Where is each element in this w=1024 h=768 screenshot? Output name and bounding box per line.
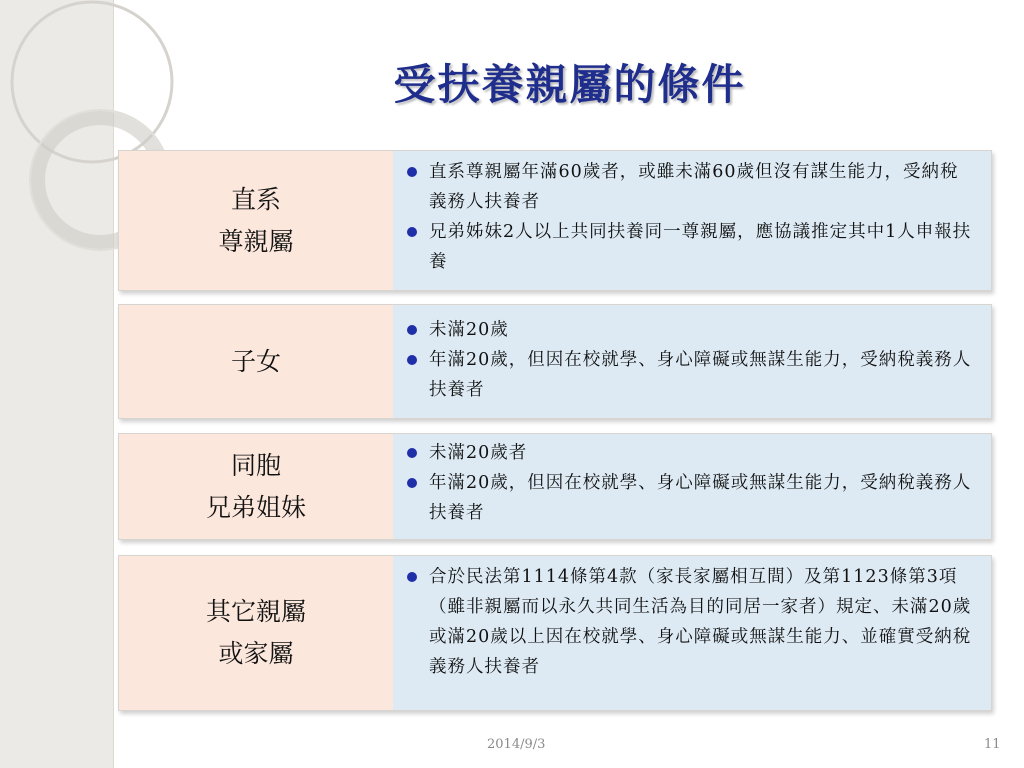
list-item bbox=[405, 345, 977, 405]
category-cell bbox=[119, 305, 393, 418]
bullet-dot-icon bbox=[407, 478, 417, 488]
list-item bbox=[405, 468, 977, 528]
category-line: 直系 bbox=[230, 184, 281, 214]
list-item-text: 兄弟姊妹2人以上共同扶養同一尊親屬，應協議推定其中1人申報扶養 bbox=[429, 222, 972, 272]
bullet-dot-icon bbox=[407, 167, 417, 177]
table-row bbox=[118, 304, 992, 419]
list-item-text: 未滿20歲 bbox=[429, 320, 509, 340]
bullet-dot-icon bbox=[407, 355, 417, 365]
conditions-cell bbox=[393, 556, 991, 710]
list-item bbox=[405, 315, 977, 345]
bullet-dot-icon bbox=[407, 227, 417, 237]
conditions-cell bbox=[393, 305, 991, 418]
bullet-dot-icon bbox=[407, 448, 417, 458]
category-cell bbox=[119, 434, 393, 539]
footer-date: 2014/9/3 bbox=[487, 737, 546, 752]
category-cell bbox=[119, 151, 393, 290]
conditions-cell bbox=[393, 434, 991, 539]
list-item-text: 直系尊親屬年滿60歲者，或雖未滿60歲但沒有謀生能力，受納稅義務人扶養者 bbox=[429, 162, 959, 212]
list-item bbox=[405, 438, 977, 468]
list-item bbox=[405, 562, 977, 682]
list-item-text: 未滿20歲者 bbox=[429, 443, 528, 463]
category-cell bbox=[119, 556, 393, 710]
category-line: 兄弟姐妹 bbox=[205, 492, 306, 522]
table-row bbox=[118, 433, 992, 540]
table-row bbox=[118, 555, 992, 711]
category-line: 尊親屬 bbox=[218, 226, 294, 256]
list-item bbox=[405, 217, 977, 277]
bullet-dot-icon bbox=[407, 572, 417, 582]
category-line: 同胞 bbox=[230, 450, 281, 480]
conditions-cell bbox=[393, 151, 991, 290]
list-item-text: 合於民法第1114條第4款（家長家屬相互間）及第1123條第3項（雖非親屬而以永久共同生活為目的同居一家者）規定、未滿20歲或滿20歲以上因在校就學、身心障礙或無謀生能力、並確實受納稅義務人扶養者 bbox=[429, 567, 972, 677]
table-row bbox=[118, 150, 992, 291]
category-line: 或家屬 bbox=[218, 639, 294, 668]
category-line: 其它親屬 bbox=[205, 597, 306, 626]
category-line: 子女 bbox=[230, 346, 281, 376]
list-item bbox=[405, 157, 977, 217]
bullet-dot-icon bbox=[407, 325, 417, 335]
slide-title: 受扶養親屬的條件 bbox=[393, 60, 746, 109]
list-item-text: 年滿20歲，但因在校就學、身心障礙或無謀生能力，受納稅義務人扶養者 bbox=[429, 473, 972, 523]
list-item-text: 年滿20歲，但因在校就學、身心障礙或無謀生能力，受納稅義務人扶養者 bbox=[429, 350, 972, 400]
slide-number: 11 bbox=[984, 737, 1001, 752]
